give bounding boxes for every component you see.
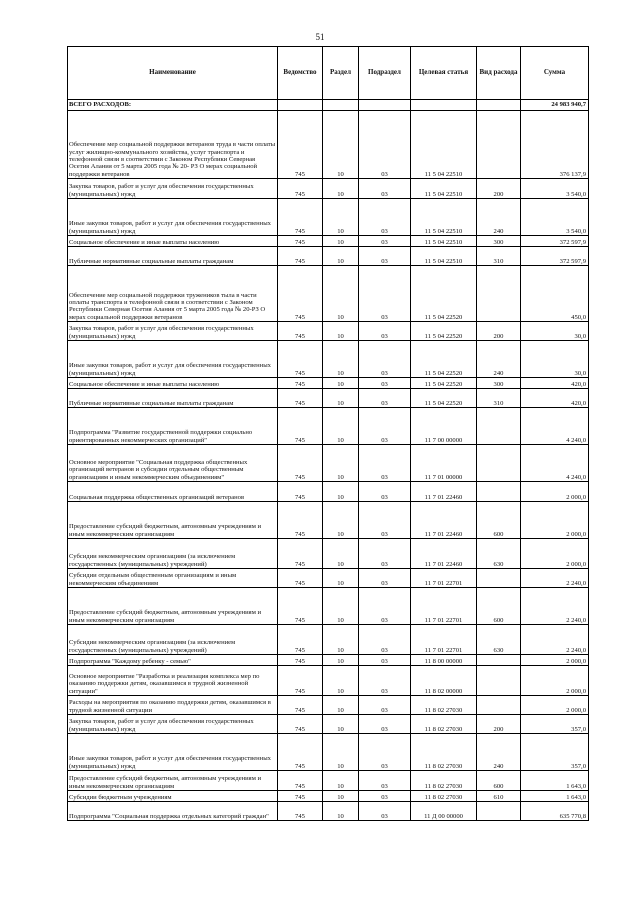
row-sum: 2 240,0	[521, 625, 589, 655]
row-razdel: 10	[323, 802, 359, 821]
row-target-article: 11 8 02 27030	[411, 771, 477, 791]
row-razdel: 10	[323, 482, 359, 502]
row-sum: 3 540,0	[521, 199, 589, 236]
row-razdel: 10	[323, 734, 359, 771]
table-row	[68, 715, 589, 734]
row-name: Основное мероприятие "Социальная поддержка общественных организаций ветеранов и субсидии отдельным общественным организациям и иным некоммерческим объединениям"	[68, 445, 278, 482]
row-razdel: 10	[323, 179, 359, 199]
row-razdel: 10	[323, 569, 359, 588]
row-podrazdel: 03	[359, 696, 411, 715]
row-target-article: 11 7 01 22701	[411, 625, 477, 655]
row-sum: 420,0	[521, 389, 589, 408]
table-row	[68, 408, 589, 445]
row-target-article: 11 5 04 22510	[411, 236, 477, 247]
row-name: Социальное обеспечение и иные выплаты населению	[68, 378, 278, 389]
row-expense-type: 630	[477, 539, 521, 569]
row-name: Подпрограмма "Социальная поддержка отдельных категорий граждан"	[68, 802, 278, 821]
header-target-article: Целевая статья	[411, 47, 477, 100]
row-expense-type	[477, 666, 521, 696]
row-expense-type: 200	[477, 322, 521, 341]
row-expense-type	[477, 655, 521, 666]
row-vedomstvo: 745	[278, 539, 323, 569]
row-podrazdel: 03	[359, 341, 411, 378]
row-sum: 2 000,0	[521, 655, 589, 666]
row-razdel: 10	[323, 791, 359, 802]
row-target-article: 11 5 04 22510	[411, 179, 477, 199]
row-target-article: 11 8 02 27030	[411, 715, 477, 734]
row-target-article: 11 Д 00 00000	[411, 802, 477, 821]
row-vedomstvo: 745	[278, 569, 323, 588]
empty-cell	[278, 100, 323, 111]
row-name: Социальное обеспечение и иные выплаты населению	[68, 236, 278, 247]
row-podrazdel: 03	[359, 482, 411, 502]
table-row	[68, 502, 589, 539]
row-target-article: 11 8 02 27030	[411, 734, 477, 771]
row-name: Иные закупки товаров, работ и услуг для обеспечения государственных (муниципальных) нужд	[68, 734, 278, 771]
row-razdel: 10	[323, 322, 359, 341]
row-expense-type: 240	[477, 734, 521, 771]
row-sum: 450,0	[521, 266, 589, 322]
row-vedomstvo: 745	[278, 771, 323, 791]
row-name: Подпрограмма "Каждому ребенку - семью"	[68, 655, 278, 666]
table-row	[68, 539, 589, 569]
row-expense-type: 600	[477, 502, 521, 539]
table-row	[68, 588, 589, 625]
row-expense-type	[477, 696, 521, 715]
row-expense-type: 600	[477, 588, 521, 625]
row-target-article: 11 5 04 22520	[411, 322, 477, 341]
table-row	[68, 655, 589, 666]
table-row	[68, 266, 589, 322]
row-sum: 357,0	[521, 734, 589, 771]
row-sum: 1 643,0	[521, 791, 589, 802]
row-sum: 2 000,0	[521, 502, 589, 539]
row-expense-type: 600	[477, 771, 521, 791]
row-podrazdel: 03	[359, 445, 411, 482]
row-sum: 372 597,9	[521, 247, 589, 266]
header-name: Наименование	[68, 47, 278, 100]
row-razdel: 10	[323, 539, 359, 569]
row-target-article: 11 5 04 22520	[411, 389, 477, 408]
row-sum: 2 000,0	[521, 666, 589, 696]
header-sum: Сумма	[521, 47, 589, 100]
row-target-article: 11 7 01 22460	[411, 482, 477, 502]
row-podrazdel: 03	[359, 236, 411, 247]
table-row	[68, 791, 589, 802]
row-target-article: 11 8 02 27030	[411, 791, 477, 802]
row-name: Публичные нормативные социальные выплаты гражданам	[68, 247, 278, 266]
row-expense-type	[477, 111, 521, 179]
row-target-article: 11 5 04 22510	[411, 247, 477, 266]
row-expense-type	[477, 802, 521, 821]
row-expense-type	[477, 569, 521, 588]
row-name: Субсидии отдельным общественным организациям и иным некоммерческим объединениям	[68, 569, 278, 588]
table-row	[68, 179, 589, 199]
row-razdel: 10	[323, 771, 359, 791]
row-target-article: 11 7 01 22460	[411, 502, 477, 539]
table-row	[68, 482, 589, 502]
row-podrazdel: 03	[359, 199, 411, 236]
table-row	[68, 236, 589, 247]
row-expense-type: 240	[477, 199, 521, 236]
row-razdel: 10	[323, 655, 359, 666]
row-razdel: 10	[323, 341, 359, 378]
row-podrazdel: 03	[359, 539, 411, 569]
row-sum: 1 643,0	[521, 771, 589, 791]
empty-cell	[411, 100, 477, 111]
row-target-article: 11 5 04 22520	[411, 341, 477, 378]
row-podrazdel: 03	[359, 791, 411, 802]
row-name: Расходы на мероприятия по оказанию поддержки детям, оказавшимся в трудной жизненной ситуации	[68, 696, 278, 715]
row-podrazdel: 03	[359, 408, 411, 445]
row-vedomstvo: 745	[278, 266, 323, 322]
row-sum: 376 137,9	[521, 111, 589, 179]
row-vedomstvo: 745	[278, 236, 323, 247]
budget-table	[67, 46, 589, 821]
row-sum: 2 000,0	[521, 482, 589, 502]
row-vedomstvo: 745	[278, 322, 323, 341]
table-row	[68, 696, 589, 715]
row-vedomstvo: 745	[278, 588, 323, 625]
row-vedomstvo: 745	[278, 791, 323, 802]
row-vedomstvo: 745	[278, 247, 323, 266]
row-name: Закупка товаров, работ и услуг для обеспечения государственных (муниципальных) нужд	[68, 715, 278, 734]
row-expense-type	[477, 266, 521, 322]
row-razdel: 10	[323, 266, 359, 322]
row-podrazdel: 03	[359, 802, 411, 821]
row-vedomstvo: 745	[278, 408, 323, 445]
row-vedomstvo: 745	[278, 482, 323, 502]
row-name: Основное мероприятие "Разработка и реализация комплекса мер по оказанию поддержки детям, оказавшимся в трудной жизненной ситуации"	[68, 666, 278, 696]
row-vedomstvo: 745	[278, 445, 323, 482]
row-podrazdel: 03	[359, 111, 411, 179]
row-razdel: 10	[323, 502, 359, 539]
row-sum: 420,0	[521, 378, 589, 389]
row-target-article: 11 5 04 22510	[411, 111, 477, 179]
row-razdel: 10	[323, 389, 359, 408]
row-target-article: 11 5 04 22520	[411, 266, 477, 322]
row-sum: 3 540,0	[521, 179, 589, 199]
row-podrazdel: 03	[359, 502, 411, 539]
row-name: Обеспечение мер социальной поддержки ветеранов труда в части оплаты услуг жилищно-коммунального хозяйства, услуг транспорта и телефонной связи в соответствии с Законом Республики Северная Осетия Алания от 5 марта 2005 года № 20- РЗ О мерах социальной поддержки ветеранов	[68, 111, 278, 179]
row-vedomstvo: 745	[278, 341, 323, 378]
table-row	[68, 771, 589, 791]
row-target-article: 11 7 01 22460	[411, 539, 477, 569]
row-name: Социальная поддержка общественных организаций ветеранов	[68, 482, 278, 502]
row-podrazdel: 03	[359, 322, 411, 341]
row-razdel: 10	[323, 666, 359, 696]
total-row	[68, 100, 589, 111]
row-razdel: 10	[323, 378, 359, 389]
row-vedomstvo: 745	[278, 715, 323, 734]
row-name: Субсидии некоммерческим организациям (за исключением государственных (муниципальных) учреждений)	[68, 539, 278, 569]
row-podrazdel: 03	[359, 378, 411, 389]
empty-cell	[359, 100, 411, 111]
row-expense-type: 310	[477, 389, 521, 408]
table-row	[68, 378, 589, 389]
row-razdel: 10	[323, 408, 359, 445]
row-sum: 2 240,0	[521, 588, 589, 625]
table-row	[68, 625, 589, 655]
row-target-article: 11 8 00 00000	[411, 655, 477, 666]
row-sum: 2 000,0	[521, 696, 589, 715]
row-sum: 30,0	[521, 341, 589, 378]
row-expense-type: 300	[477, 236, 521, 247]
row-vedomstvo: 745	[278, 696, 323, 715]
row-sum: 2 000,0	[521, 539, 589, 569]
row-razdel: 10	[323, 696, 359, 715]
row-sum: 357,0	[521, 715, 589, 734]
row-target-article: 11 7 01 00000	[411, 445, 477, 482]
row-podrazdel: 03	[359, 715, 411, 734]
row-podrazdel: 03	[359, 266, 411, 322]
row-expense-type: 310	[477, 247, 521, 266]
row-podrazdel: 03	[359, 247, 411, 266]
header-podrazdel: Подраздел	[359, 47, 411, 100]
row-vedomstvo: 745	[278, 625, 323, 655]
row-vedomstvo: 745	[278, 179, 323, 199]
total-label: ВСЕГО РАСХОДОВ:	[68, 100, 278, 111]
row-podrazdel: 03	[359, 625, 411, 655]
row-name: Иные закупки товаров, работ и услуг для обеспечения государственных (муниципальных) нужд	[68, 199, 278, 236]
row-target-article: 11 8 02 00000	[411, 666, 477, 696]
row-razdel: 10	[323, 588, 359, 625]
total-sum: 24 983 940,7	[521, 100, 589, 111]
row-name: Предоставление субсидий бюджетным, автономным учреждениям и иным некоммерческим организациям	[68, 588, 278, 625]
row-vedomstvo: 745	[278, 802, 323, 821]
row-target-article: 11 8 02 27030	[411, 696, 477, 715]
row-name: Подпрограмма "Развитие государственной поддержки социально ориентированных некоммерческих организаций"	[68, 408, 278, 445]
row-name: Публичные нормативные социальные выплаты гражданам	[68, 389, 278, 408]
header-vedomstvo: Ведомство	[278, 47, 323, 100]
row-podrazdel: 03	[359, 389, 411, 408]
row-podrazdel: 03	[359, 771, 411, 791]
table-row	[68, 389, 589, 408]
row-podrazdel: 03	[359, 569, 411, 588]
row-sum: 30,0	[521, 322, 589, 341]
row-sum: 4 240,0	[521, 445, 589, 482]
table-row	[68, 341, 589, 378]
row-vedomstvo: 745	[278, 111, 323, 179]
row-expense-type: 630	[477, 625, 521, 655]
row-name: Обеспечение мер социальной поддержки тружеников тыла в части оплаты транспорта и телефонной связи в соответствии с Законом Республики Северная Осетия Алания от 5 марта 2005 года № 20-РЗ О мерах социальной поддержки ветеранов	[68, 266, 278, 322]
row-podrazdel: 03	[359, 666, 411, 696]
row-target-article: 11 5 04 22520	[411, 378, 477, 389]
row-vedomstvo: 745	[278, 378, 323, 389]
empty-cell	[323, 100, 359, 111]
row-sum: 2 240,0	[521, 569, 589, 588]
row-name: Субсидии некоммерческим организациям (за исключением государственных (муниципальных) учреждений)	[68, 625, 278, 655]
table-row	[68, 802, 589, 821]
row-podrazdel: 03	[359, 179, 411, 199]
row-razdel: 10	[323, 715, 359, 734]
row-target-article: 11 7 01 22701	[411, 588, 477, 625]
table-row	[68, 734, 589, 771]
row-vedomstvo: 745	[278, 199, 323, 236]
row-razdel: 10	[323, 445, 359, 482]
row-name: Субсидии бюджетным учреждениям	[68, 791, 278, 802]
table-row	[68, 247, 589, 266]
row-name: Закупка товаров, работ и услуг для обеспечения государственных (муниципальных) нужд	[68, 179, 278, 199]
row-vedomstvo: 745	[278, 655, 323, 666]
header-expense-type: Вид расхода	[477, 47, 521, 100]
table-row	[68, 666, 589, 696]
row-vedomstvo: 745	[278, 389, 323, 408]
row-expense-type: 240	[477, 341, 521, 378]
page-number: 51	[315, 32, 325, 42]
row-razdel: 10	[323, 111, 359, 179]
row-expense-type: 200	[477, 179, 521, 199]
row-vedomstvo: 745	[278, 734, 323, 771]
row-name: Предоставление субсидий бюджетным, автономным учреждениям и иным некоммерческим организациям	[68, 502, 278, 539]
table-row	[68, 569, 589, 588]
row-expense-type	[477, 408, 521, 445]
table-row	[68, 111, 589, 179]
row-razdel: 10	[323, 199, 359, 236]
row-sum: 4 240,0	[521, 408, 589, 445]
row-sum: 635 770,8	[521, 802, 589, 821]
row-razdel: 10	[323, 625, 359, 655]
row-expense-type: 610	[477, 791, 521, 802]
table-row	[68, 445, 589, 482]
row-target-article: 11 7 00 00000	[411, 408, 477, 445]
table-row	[68, 199, 589, 236]
row-name: Иные закупки товаров, работ и услуг для обеспечения государственных (муниципальных) нужд	[68, 341, 278, 378]
row-razdel: 10	[323, 247, 359, 266]
row-podrazdel: 03	[359, 588, 411, 625]
row-sum: 372 597,9	[521, 236, 589, 247]
row-razdel: 10	[323, 236, 359, 247]
table-header-row	[68, 47, 589, 100]
row-expense-type: 200	[477, 715, 521, 734]
row-expense-type	[477, 482, 521, 502]
row-name: Предоставление субсидий бюджетным, автономным учреждениям и иным некоммерческим организациям	[68, 771, 278, 791]
header-razdel: Раздел	[323, 47, 359, 100]
row-name: Закупка товаров, работ и услуг для обеспечения государственных (муниципальных) нужд	[68, 322, 278, 341]
row-expense-type: 300	[477, 378, 521, 389]
row-podrazdel: 03	[359, 655, 411, 666]
row-vedomstvo: 745	[278, 666, 323, 696]
row-target-article: 11 7 01 22701	[411, 569, 477, 588]
table-row	[68, 322, 589, 341]
row-target-article: 11 5 04 22510	[411, 199, 477, 236]
row-podrazdel: 03	[359, 734, 411, 771]
row-vedomstvo: 745	[278, 502, 323, 539]
empty-cell	[477, 100, 521, 111]
row-expense-type	[477, 445, 521, 482]
